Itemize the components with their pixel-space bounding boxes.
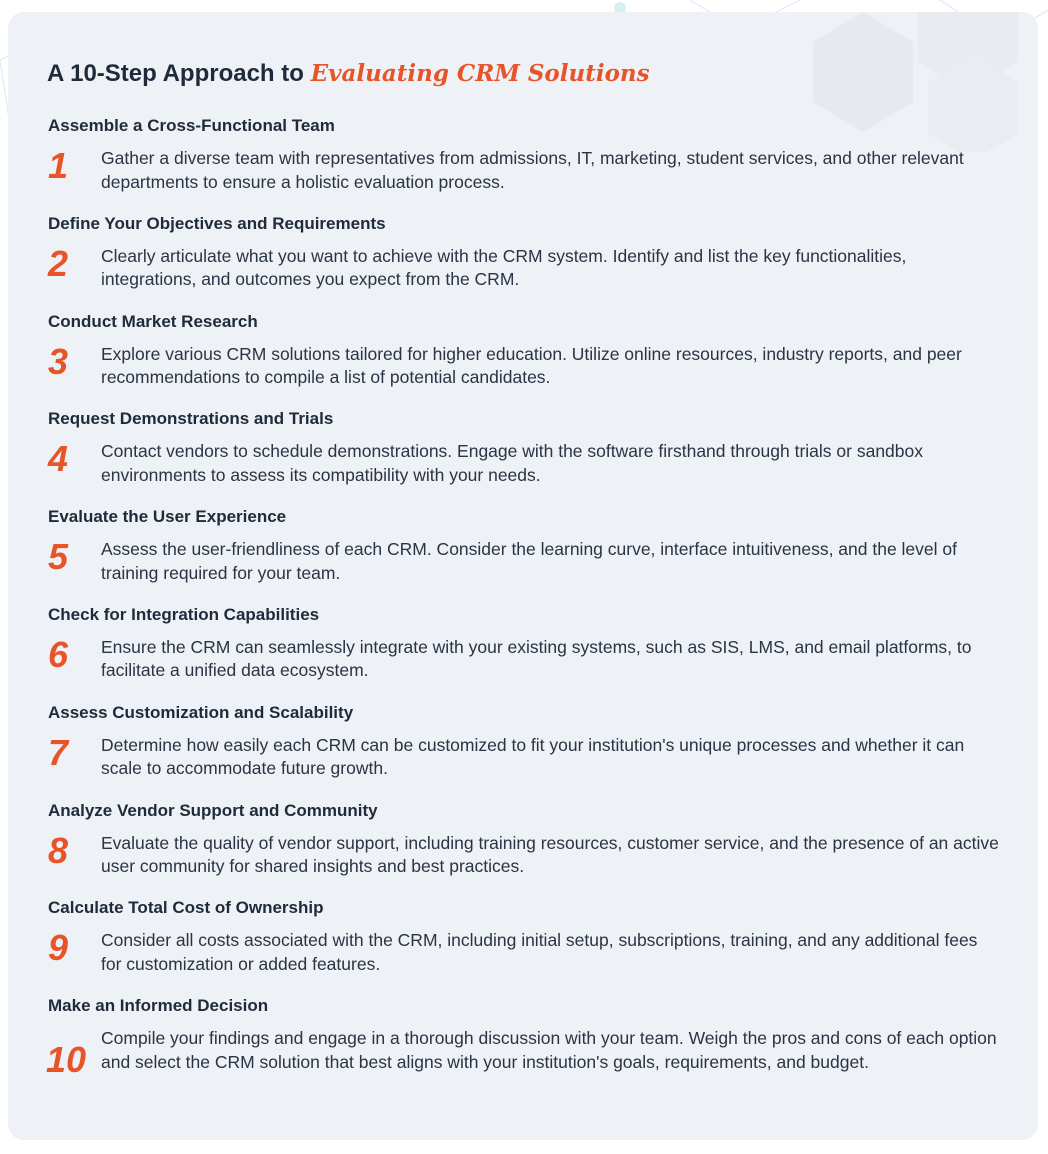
step-description: Ensure the CRM can seamlessly integrate with your existing systems, such as SIS, LMS, and email platforms, to facilitate a unified data ecosystem. [101,636,972,681]
step-item [48,214,1008,312]
step-item [48,605,1008,703]
step-description: Compile your findings and engage in a thorough discussion with your team. Weigh the pros and cons of each option and select the CRM solution that best aligns with your institution's goals, requirements, and budget. [101,1028,997,1072]
step-number: 6 [48,633,69,675]
step-heading: Request Demonstrations and Trials [48,409,334,429]
step-heading: Analyze Vendor Support and Community [48,800,378,820]
step-heading: Check for Integration Capabilities [48,604,320,624]
step-description: Contact vendors to schedule demonstrations. Engage with the software firsthand through trials or sandbox environments to assess its compatibility with your needs. [101,441,923,485]
step-heading: Evaluate the User Experience [48,507,287,527]
title-prefix: A 10-Step Approach to [47,60,304,87]
step-item [48,116,1008,214]
content-card [8,12,1038,1140]
page-title [47,60,650,88]
step-item [48,898,1008,996]
step-item [48,996,1008,1094]
step-number: 2 [48,242,69,284]
step-heading: Assemble a Cross-Functional Team [48,116,335,135]
step-number: 7 [48,731,69,773]
step-number: 1 [48,145,69,186]
step-heading: Define Your Objectives and Requirements [48,213,386,233]
step-number: 8 [48,829,69,871]
step-description: Evaluate the quality of vendor support, including training resources, customer service, and the presence of an active user community for shared insights and best practices. [101,832,999,877]
steps-list [48,116,1008,1094]
step-heading: Calculate Total Cost of Ownership [48,898,324,918]
step-heading: Conduct Market Research [48,311,258,331]
step-number: 10 [46,1039,87,1081]
step-number: 4 [48,438,69,480]
step-description: Gather a diverse team with representatives from admissions, IT, marketing, student services, and other relevant departments to ensure a holistic evaluation process. [101,148,964,192]
step-item [48,703,1008,801]
step-number: 5 [48,536,69,578]
step-description: Consider all costs associated with the CRM, including initial setup, subscriptions, training, and any additional fees for customization or added features. [101,930,978,974]
step-item [48,312,1008,410]
step-item [48,409,1008,507]
step-description: Assess the user-friendliness of each CRM. Consider the learning curve, interface intuitiveness, and the level of training required for your team. [101,539,957,583]
step-heading: Make an Informed Decision [48,996,269,1016]
step-item [48,801,1008,899]
step-description: Determine how easily each CRM can be customized to fit your institution's unique processes and whether it can scale to accommodate future growth. [101,734,965,779]
step-heading: Assess Customization and Scalability [48,702,354,722]
title-accent: Evaluating CRM Solutions [310,60,650,87]
step-number: 9 [48,927,69,969]
step-description: Explore various CRM solutions tailored for higher education. Utilize online resources, industry reports, and peer recommendations to compile a list of potential candidates. [101,343,962,388]
step-description: Clearly articulate what you want to achieve with the CRM system. Identify and list the key functionalities, integrations, and outcomes you expect from the CRM. [101,245,907,290]
step-item [48,507,1008,605]
step-number: 3 [48,340,69,382]
